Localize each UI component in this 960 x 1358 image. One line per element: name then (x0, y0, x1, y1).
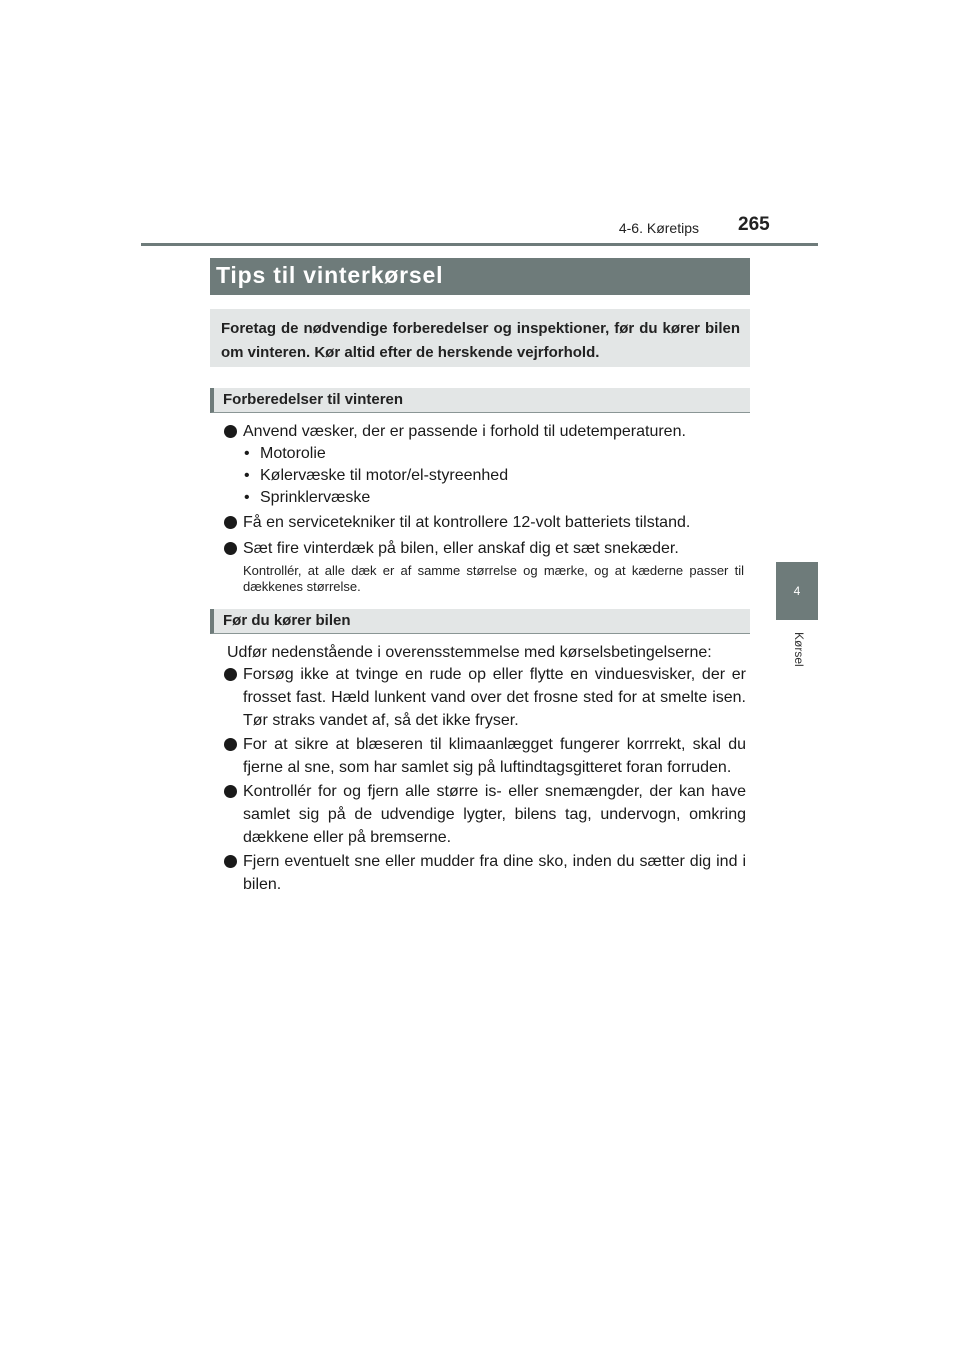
bullet-icon (224, 785, 237, 798)
list-item-text: Fjern eventuelt sne eller mudder fra dine sko, inden du sætter dig ind i bilen. (243, 853, 746, 893)
page-title: Tips til vinterkørsel (210, 258, 750, 295)
list-item (224, 733, 746, 779)
list-item-text: Anvend væsker, der er passende i forhold til udetemperaturen. (243, 423, 686, 440)
sub-list-item (224, 465, 746, 487)
list-item (224, 850, 746, 896)
header-rule (141, 243, 818, 246)
list-item-text: Kontrollér for og fjern alle større is- eller snemængder, der kan have samlet sig på de udvendige lygter, bilens tag, undervogn, omkring dækkene eller på bremserne. (243, 783, 746, 846)
section-heading-before-driving: Før du kører bilen (210, 609, 750, 634)
list-item-text: Få en servicetekniker til at kontrollere 12-volt batteriets tilstand. (243, 514, 691, 531)
sub-list-item (224, 443, 746, 465)
bullet-icon (224, 516, 237, 529)
winter-prep-list (224, 420, 746, 560)
chapter-label: Kørsel (792, 632, 806, 667)
bullet-icon (224, 425, 237, 438)
list-item (224, 780, 746, 849)
note-text: Kontrollér, at alle dæk er af samme størrelse og mærke, og at kæderne passer til dækkenes størrelse. (243, 563, 744, 594)
list-item-text: Forsøg ikke at tvinge en rude op eller flytte en vinduesvisker, der er frosset fast. Hæld lunkent vand over det frosne sted for at smelte isen. Tør straks vandet af, så det ikke fryser. (243, 666, 746, 729)
sub-list-item-text: Motorolie (260, 445, 326, 462)
intro-text: Foretag de nødvendige forberedelser og inspektioner, før du kører bilen om vinteren. Kør altid efter de herskende vejrforhold. (221, 320, 740, 361)
list-item (224, 663, 746, 732)
intro-box (210, 309, 750, 367)
before-driving-list (224, 663, 746, 896)
chapter-number: 4 (793, 584, 801, 598)
list-item (224, 537, 746, 560)
bullet-icon (224, 738, 237, 751)
bullet-icon (224, 542, 237, 555)
bullet-icon (224, 855, 237, 868)
sub-list-item-text: Kølervæske til motor/el-styreenhed (260, 467, 509, 484)
before-driving-intro: Udfør nedenstående i overensstemmelse med kørselsbetingelserne: (227, 644, 712, 661)
sub-bullet-icon: • (244, 445, 250, 462)
list-item-text: For at sikre at blæseren til klimaanlægget fungerer korrrekt, skal du fjerne al sne, som har samlet sig på luftindtagsgitteret foran forruden. (243, 736, 746, 776)
sub-list-item (224, 487, 746, 509)
section-heading-winter-prep: Forberedelser til vinteren (210, 388, 750, 413)
section-header: 4-6. Køretips (618, 220, 699, 236)
list-item (224, 420, 746, 443)
sub-bullet-icon: • (244, 489, 250, 506)
sub-bullet-icon: • (244, 467, 250, 484)
page-number: 265 (738, 214, 770, 235)
list-item-text: Sæt fire vinterdæk på bilen, eller anskaf dig et sæt snekæder. (243, 540, 679, 557)
list-item (224, 511, 746, 534)
chapter-tab (776, 562, 818, 620)
sub-list-item-text: Sprinklervæske (260, 489, 371, 506)
bullet-icon (224, 668, 237, 681)
